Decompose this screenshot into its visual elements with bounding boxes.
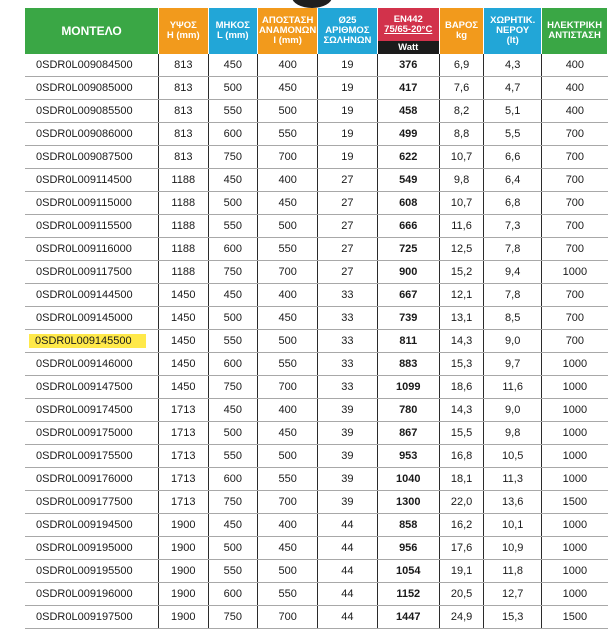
cell-weight: 14,3 [439, 330, 483, 353]
cell-tubes: 33 [318, 330, 377, 353]
header-weight-line2: kg [455, 30, 468, 41]
cell-model: 0SDR0L009114500 [25, 169, 159, 192]
cell-heater: 700 [542, 215, 608, 238]
cell-output-watt: 1152 [377, 583, 439, 606]
cell-model: 0SDR0L009197500 [25, 606, 159, 629]
header-model: ΜΟΝΤΕΛΟ [25, 8, 159, 54]
header-heater [542, 8, 608, 54]
cell-height: 1900 [159, 514, 209, 537]
radiator-spec-table [25, 8, 608, 629]
cell-height: 1713 [159, 422, 209, 445]
cell-length: 550 [208, 215, 258, 238]
cell-height: 1900 [159, 537, 209, 560]
cell-model: 0SDR0L009146000 [25, 353, 159, 376]
cell-length: 500 [208, 192, 258, 215]
cell-tubes: 44 [318, 606, 377, 629]
table-row [25, 123, 608, 146]
cell-spacing: 550 [258, 468, 318, 491]
cell-capacity: 9,4 [484, 261, 542, 284]
cell-spacing: 700 [258, 606, 318, 629]
cell-height: 1188 [159, 169, 209, 192]
cell-model: 0SDR0L009195500 [25, 560, 159, 583]
cell-spacing: 550 [258, 583, 318, 606]
cell-weight: 14,3 [439, 399, 483, 422]
cell-spacing: 550 [258, 353, 318, 376]
cell-weight: 12,5 [439, 238, 483, 261]
cell-weight: 8,8 [439, 123, 483, 146]
header-tubes [318, 8, 377, 54]
cell-model: 0SDR0L009195000 [25, 537, 159, 560]
cell-height: 1900 [159, 606, 209, 629]
cell-output-watt: 417 [377, 77, 439, 100]
header-capacity-line2: ΝΕΡΟΥ [496, 25, 530, 36]
cell-capacity: 4,7 [484, 77, 542, 100]
cell-model: 0SDR0L009116000 [25, 238, 159, 261]
cell-length: 450 [208, 169, 258, 192]
cell-weight: 17,6 [439, 537, 483, 560]
cell-output-watt: 608 [377, 192, 439, 215]
cell-tubes: 19 [318, 54, 377, 77]
cell-tubes: 39 [318, 445, 377, 468]
cell-heater: 1000 [542, 376, 608, 399]
cell-weight: 9,8 [439, 169, 483, 192]
cell-heater: 1000 [542, 353, 608, 376]
header-row [25, 8, 608, 54]
highlighted-model-mark: 0SDR0L009145500 [29, 334, 146, 348]
cell-length: 550 [208, 100, 258, 123]
cell-output-watt: 956 [377, 537, 439, 560]
cell-model: 0SDR0L009085000 [25, 77, 159, 100]
cell-model: 0SDR0L009175500 [25, 445, 159, 468]
cell-heater: 1000 [542, 422, 608, 445]
cell-capacity: 7,8 [484, 238, 542, 261]
header-length-line2: L (mm) [217, 30, 249, 41]
cell-heater: 1000 [542, 560, 608, 583]
cell-spacing: 550 [258, 238, 318, 261]
header-weight-line1: ΒΑΡΟΣ [444, 20, 479, 31]
cell-capacity: 10,1 [484, 514, 542, 537]
cell-output-watt: 622 [377, 146, 439, 169]
cell-model: 0SDR0L009176000 [25, 468, 159, 491]
table-row [25, 77, 608, 100]
table-row [25, 307, 608, 330]
cell-height: 1188 [159, 238, 209, 261]
cell-tubes: 39 [318, 422, 377, 445]
cell-heater: 700 [542, 169, 608, 192]
cell-height: 813 [159, 123, 209, 146]
page-top-ornament [0, 0, 608, 8]
table-row [25, 215, 608, 238]
cell-capacity: 9,0 [484, 330, 542, 353]
table-row [25, 376, 608, 399]
cell-model: 0SDR0L009085500 [25, 100, 159, 123]
cell-model: 0SDR0L009144500 [25, 284, 159, 307]
cell-height: 1900 [159, 560, 209, 583]
cell-capacity: 6,8 [484, 192, 542, 215]
cell-heater: 1000 [542, 261, 608, 284]
cell-length: 500 [208, 422, 258, 445]
cell-length: 500 [208, 537, 258, 560]
cell-capacity: 11,6 [484, 376, 542, 399]
table-row [25, 238, 608, 261]
cell-output-watt: 867 [377, 422, 439, 445]
cell-capacity: 10,9 [484, 537, 542, 560]
cell-model: 0SDR0L009115000 [25, 192, 159, 215]
cell-weight: 18,1 [439, 468, 483, 491]
header-output-standard [378, 8, 439, 41]
cell-height: 813 [159, 54, 209, 77]
cell-heater: 400 [542, 100, 608, 123]
table-row-highlighted [25, 330, 608, 353]
cell-weight: 18,6 [439, 376, 483, 399]
cell-spacing: 700 [258, 261, 318, 284]
cell-model: 0SDR0L009194500 [25, 514, 159, 537]
cell-weight: 11,6 [439, 215, 483, 238]
cell-output-watt: 667 [377, 284, 439, 307]
cell-length: 500 [208, 307, 258, 330]
table-row [25, 399, 608, 422]
cell-height: 813 [159, 146, 209, 169]
spec-table-body [25, 54, 608, 629]
cell-height: 813 [159, 100, 209, 123]
cell-heater: 700 [542, 146, 608, 169]
cell-weight: 22,0 [439, 491, 483, 514]
cell-length: 550 [208, 330, 258, 353]
table-row [25, 169, 608, 192]
cell-height: 1188 [159, 192, 209, 215]
cell-output-watt: 725 [377, 238, 439, 261]
cell-spacing: 500 [258, 560, 318, 583]
cell-spacing: 400 [258, 514, 318, 537]
cell-spacing: 500 [258, 445, 318, 468]
table-row [25, 606, 608, 629]
cell-capacity: 7,8 [484, 284, 542, 307]
cell-output-watt: 900 [377, 261, 439, 284]
cell-capacity: 10,5 [484, 445, 542, 468]
cell-spacing: 500 [258, 100, 318, 123]
cell-heater: 1000 [542, 583, 608, 606]
header-spacing [258, 8, 318, 54]
table-row [25, 54, 608, 77]
cell-tubes: 27 [318, 238, 377, 261]
cell-heater: 400 [542, 54, 608, 77]
cell-output-watt: 811 [377, 330, 439, 353]
cell-length: 750 [208, 491, 258, 514]
cell-weight: 16,2 [439, 514, 483, 537]
header-spacing-line1: ΑΠΟΣΤΑΣΗ [262, 15, 314, 26]
cell-spacing: 400 [258, 54, 318, 77]
header-capacity-line3: (lt) [506, 35, 519, 46]
cell-model: 0SDR0L009196000 [25, 583, 159, 606]
cell-spacing: 450 [258, 307, 318, 330]
cell-heater: 700 [542, 284, 608, 307]
cell-length: 750 [208, 606, 258, 629]
cell-weight: 10,7 [439, 192, 483, 215]
cell-capacity: 11,8 [484, 560, 542, 583]
cell-capacity: 11,3 [484, 468, 542, 491]
cell-height: 1188 [159, 261, 209, 284]
cell-height: 1713 [159, 445, 209, 468]
header-tubes-line1: Ø25 [338, 15, 357, 26]
cell-length: 600 [208, 353, 258, 376]
cell-output-watt: 1054 [377, 560, 439, 583]
header-height-line1: ΥΨΟΣ [169, 20, 197, 31]
cell-capacity: 15,3 [484, 606, 542, 629]
header-tubes-line3: ΣΩΛΗΝΩΝ [323, 35, 372, 46]
header-capacity [484, 8, 542, 54]
cell-heater: 1000 [542, 514, 608, 537]
logo-fragment-icon [292, 0, 332, 8]
cell-output-watt: 1300 [377, 491, 439, 514]
cell-spacing: 450 [258, 77, 318, 100]
cell-length: 600 [208, 238, 258, 261]
cell-length: 750 [208, 261, 258, 284]
table-row [25, 583, 608, 606]
cell-length: 750 [208, 146, 258, 169]
cell-length: 450 [208, 54, 258, 77]
cell-output-watt: 739 [377, 307, 439, 330]
cell-tubes: 33 [318, 284, 377, 307]
table-row [25, 537, 608, 560]
cell-model: 0SDR0L009117500 [25, 261, 159, 284]
cell-height: 1450 [159, 307, 209, 330]
cell-capacity: 6,4 [484, 169, 542, 192]
cell-model: 0SDR0L009115500 [25, 215, 159, 238]
cell-height: 1450 [159, 353, 209, 376]
cell-spacing: 400 [258, 169, 318, 192]
header-length [208, 8, 258, 54]
cell-height: 1900 [159, 583, 209, 606]
cell-weight: 24,9 [439, 606, 483, 629]
cell-capacity: 5,1 [484, 100, 542, 123]
table-row [25, 468, 608, 491]
header-capacity-line1: ΧΩΡΗΤΙΚ. [490, 15, 536, 26]
cell-heater: 1000 [542, 445, 608, 468]
cell-heater: 1000 [542, 468, 608, 491]
header-heater-line2: ΑΝΤΙΣΤΑΣΗ [548, 30, 601, 41]
cell-tubes: 27 [318, 261, 377, 284]
cell-heater: 700 [542, 192, 608, 215]
cell-spacing: 500 [258, 330, 318, 353]
table-row [25, 146, 608, 169]
cell-tubes: 33 [318, 353, 377, 376]
header-output [377, 8, 439, 54]
cell-length: 450 [208, 514, 258, 537]
header-heater-line1: ΗΛΕΚΤΡΙΚΗ [547, 20, 603, 31]
cell-model: 0SDR0L009086000 [25, 123, 159, 146]
cell-tubes: 44 [318, 514, 377, 537]
header-spacing-line2: ΑΝΑΜΟΝΩΝ [259, 25, 317, 36]
cell-weight: 20,5 [439, 583, 483, 606]
table-row [25, 445, 608, 468]
cell-output-watt: 549 [377, 169, 439, 192]
cell-weight: 13,1 [439, 307, 483, 330]
cell-heater: 700 [542, 307, 608, 330]
cell-output-watt: 1040 [377, 468, 439, 491]
cell-length: 500 [208, 77, 258, 100]
table-row [25, 560, 608, 583]
table-row [25, 192, 608, 215]
cell-heater: 700 [542, 330, 608, 353]
cell-length: 550 [208, 560, 258, 583]
cell-output-watt: 1099 [377, 376, 439, 399]
cell-weight: 8,2 [439, 100, 483, 123]
cell-tubes: 27 [318, 169, 377, 192]
cell-capacity: 9,8 [484, 422, 542, 445]
header-tubes-line2: ΑΡΙΘΜΟΣ [325, 25, 370, 36]
cell-heater: 1500 [542, 606, 608, 629]
cell-capacity: 9,7 [484, 353, 542, 376]
cell-output-watt: 858 [377, 514, 439, 537]
header-length-line1: ΜΗΚΟΣ [215, 20, 250, 31]
header-height-line2: H (mm) [166, 30, 200, 41]
cell-capacity: 5,5 [484, 123, 542, 146]
table-row [25, 491, 608, 514]
cell-spacing: 450 [258, 537, 318, 560]
cell-spacing: 700 [258, 491, 318, 514]
cell-model [25, 330, 159, 353]
cell-spacing: 450 [258, 192, 318, 215]
cell-length: 450 [208, 284, 258, 307]
cell-spacing: 450 [258, 422, 318, 445]
cell-weight: 15,3 [439, 353, 483, 376]
cell-spacing: 500 [258, 215, 318, 238]
cell-capacity: 6,6 [484, 146, 542, 169]
cell-weight: 19,1 [439, 560, 483, 583]
cell-spacing: 700 [258, 146, 318, 169]
cell-model: 0SDR0L009145000 [25, 307, 159, 330]
cell-model: 0SDR0L009084500 [25, 54, 159, 77]
cell-tubes: 44 [318, 583, 377, 606]
cell-height: 1713 [159, 468, 209, 491]
cell-output-watt: 1447 [377, 606, 439, 629]
cell-tubes: 39 [318, 399, 377, 422]
table-row [25, 514, 608, 537]
cell-model: 0SDR0L009147500 [25, 376, 159, 399]
header-output-line2: 75/65-20°C [384, 23, 433, 35]
cell-capacity: 13,6 [484, 491, 542, 514]
cell-capacity: 4,3 [484, 54, 542, 77]
cell-weight: 15,2 [439, 261, 483, 284]
cell-spacing: 550 [258, 123, 318, 146]
cell-length: 550 [208, 445, 258, 468]
cell-spacing: 400 [258, 399, 318, 422]
cell-tubes: 33 [318, 376, 377, 399]
cell-output-watt: 458 [377, 100, 439, 123]
cell-tubes: 19 [318, 123, 377, 146]
cell-output-watt: 666 [377, 215, 439, 238]
table-row [25, 261, 608, 284]
header-spacing-line3: l (mm) [273, 35, 302, 46]
cell-heater: 1000 [542, 399, 608, 422]
table-row [25, 422, 608, 445]
cell-weight: 12,1 [439, 284, 483, 307]
table-row [25, 284, 608, 307]
cell-tubes: 39 [318, 468, 377, 491]
cell-weight: 15,5 [439, 422, 483, 445]
cell-heater: 1500 [542, 491, 608, 514]
cell-height: 1450 [159, 376, 209, 399]
cell-output-watt: 953 [377, 445, 439, 468]
table-row [25, 100, 608, 123]
table-row [25, 353, 608, 376]
cell-tubes: 27 [318, 192, 377, 215]
cell-tubes: 44 [318, 537, 377, 560]
cell-weight: 7,6 [439, 77, 483, 100]
cell-output-watt: 499 [377, 123, 439, 146]
cell-heater: 700 [542, 123, 608, 146]
cell-spacing: 700 [258, 376, 318, 399]
cell-capacity: 7,3 [484, 215, 542, 238]
cell-height: 1450 [159, 330, 209, 353]
cell-tubes: 39 [318, 491, 377, 514]
cell-heater: 1000 [542, 537, 608, 560]
cell-length: 750 [208, 376, 258, 399]
cell-heater: 400 [542, 77, 608, 100]
cell-height: 1713 [159, 491, 209, 514]
cell-weight: 16,8 [439, 445, 483, 468]
cell-tubes: 19 [318, 100, 377, 123]
cell-tubes: 44 [318, 560, 377, 583]
cell-capacity: 8,5 [484, 307, 542, 330]
cell-tubes: 19 [318, 146, 377, 169]
cell-tubes: 33 [318, 307, 377, 330]
cell-model: 0SDR0L009087500 [25, 146, 159, 169]
cell-tubes: 27 [318, 215, 377, 238]
cell-height: 1450 [159, 284, 209, 307]
cell-weight: 10,7 [439, 146, 483, 169]
header-output-line1: EN442 [393, 13, 423, 25]
cell-spacing: 400 [258, 284, 318, 307]
cell-height: 813 [159, 77, 209, 100]
cell-height: 1188 [159, 215, 209, 238]
cell-tubes: 19 [318, 77, 377, 100]
cell-length: 600 [208, 583, 258, 606]
cell-length: 600 [208, 468, 258, 491]
cell-model: 0SDR0L009177500 [25, 491, 159, 514]
cell-capacity: 9,0 [484, 399, 542, 422]
cell-length: 450 [208, 399, 258, 422]
header-output-unit: Watt [378, 41, 439, 54]
cell-model: 0SDR0L009175000 [25, 422, 159, 445]
cell-output-watt: 376 [377, 54, 439, 77]
cell-heater: 700 [542, 238, 608, 261]
cell-output-watt: 883 [377, 353, 439, 376]
cell-length: 600 [208, 123, 258, 146]
cell-height: 1713 [159, 399, 209, 422]
header-weight [439, 8, 483, 54]
cell-weight: 6,9 [439, 54, 483, 77]
cell-capacity: 12,7 [484, 583, 542, 606]
header-height [159, 8, 209, 54]
cell-output-watt: 780 [377, 399, 439, 422]
cell-model: 0SDR0L009174500 [25, 399, 159, 422]
